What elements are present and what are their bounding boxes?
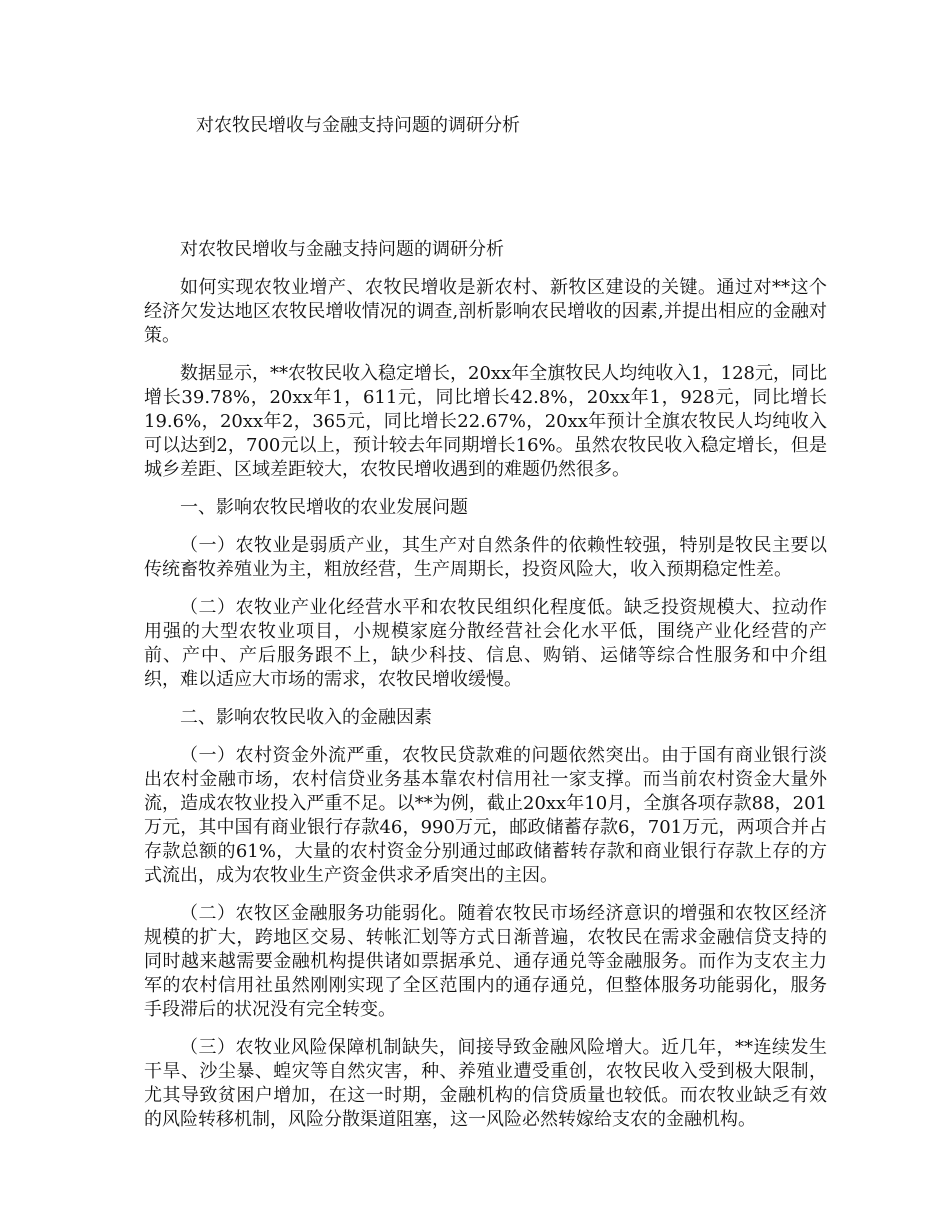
section-2-item-2: （二）农牧区金融服务功能弱化。随着农牧民市场经济意识的增强和农牧区经济规模的扩大，跨地区交易、转帐汇划等方式日渐普遍，农牧民在需求金融信贷支持的同时越来越需要金融机构提供诸如票据承兑、通存通兑等金融服务。而作为支农主力军的农村信用社虽然刚刚实现了全区范围内的通存通兑，但整体服务功能弱化，服务手段滞后的状况没有完全转变。	[144, 903, 827, 1020]
document-title: 对农牧民增收与金融支持问题的调研分析	[180, 239, 504, 260]
data-paragraph: 数据显示，**农牧民收入稳定增长，20xx年全旗牧民人均纯收入1，128元，同比增长39.78%，20xx年1，611元，同比增长42.8%，20xx年1，928元，同比增长19.6%，20xx年2，365元，同比增长22.67%，20xx年预计全旗农牧民人均纯收入可以达到2，700元以上，预计较去年同期增长16%。虽然农牧民收入稳定增长，但是城乡差距、区域差距较大，农牧民增收遇到的难题仍然很多。	[144, 363, 828, 480]
intro-paragraph: 如何实现农牧业增产、农牧民增收是新农村、新牧区建设的关键。通过对**这个经济欠发达地区农牧民增收情况的调查,剖析影响农民增收的因素,并提出相应的金融对策。	[144, 277, 827, 346]
cover-title: 对农牧民增收与金融支持问题的调研分析	[196, 115, 520, 136]
section-heading-2: 二、影响农牧民收入的金融因素	[180, 707, 432, 728]
section-1-item-1: （一）农牧业是弱质产业，其生产对自然条件的依赖性较强，特别是牧民主要以传统畜牧养殖业为主，粗放经营，生产周期长，投资风险大，收入预期稳定性差。	[144, 535, 827, 580]
section-1-item-2: （二）农牧业产业化经营水平和农牧民组织化程度低。缺乏投资规模大、拉动作用强的大型农牧业项目，小规模家庭分散经营社会化水平低，围绕产业化经营的产前、产中、产后服务跟不上，缺少科技、信息、购销、运储等综合性服务和中介组织，难以适应大市场的需求，农牧民增收缓慢。	[144, 597, 827, 690]
section-2-item-1: （一）农村资金外流严重，农牧民贷款难的问题依然突出。由于国有商业银行淡出农村金融市场，农村信贷业务基本靠农村信用社一家支撑。而当前农村资金大量外流，造成农牧业投入严重不足。以**为例，截止20xx年10月，全旗各项存款88，201万元，其中国有商业银行存款46，990万元，邮政储蓄存款6，701万元，两项合并占存款总额的61%，大量的农村资金分别通过邮政储蓄转存款和商业银行存款上存的方式流出，成为农牧业生产资金供求矛盾突出的主因。	[144, 745, 827, 886]
section-2-item-3: （三）农牧业风险保障机制缺失，间接导致金融风险增大。近几年，**连续发生干旱、沙尘暴、蝗灾等自然灾害，种、养殖业遭受重创，农牧民收入受到极大限制，尤其导致贫困户增加，在这一时期，金融机构的信贷质量也较低。而农牧业缺乏有效的风险转移机制，风险分散渠道阻塞，这一风险必然转嫁给支农的金融机构。	[144, 1037, 827, 1130]
section-heading-1: 一、影响农牧民增收的农业发展问题	[180, 497, 468, 518]
document-body	[144, 238, 827, 1146]
